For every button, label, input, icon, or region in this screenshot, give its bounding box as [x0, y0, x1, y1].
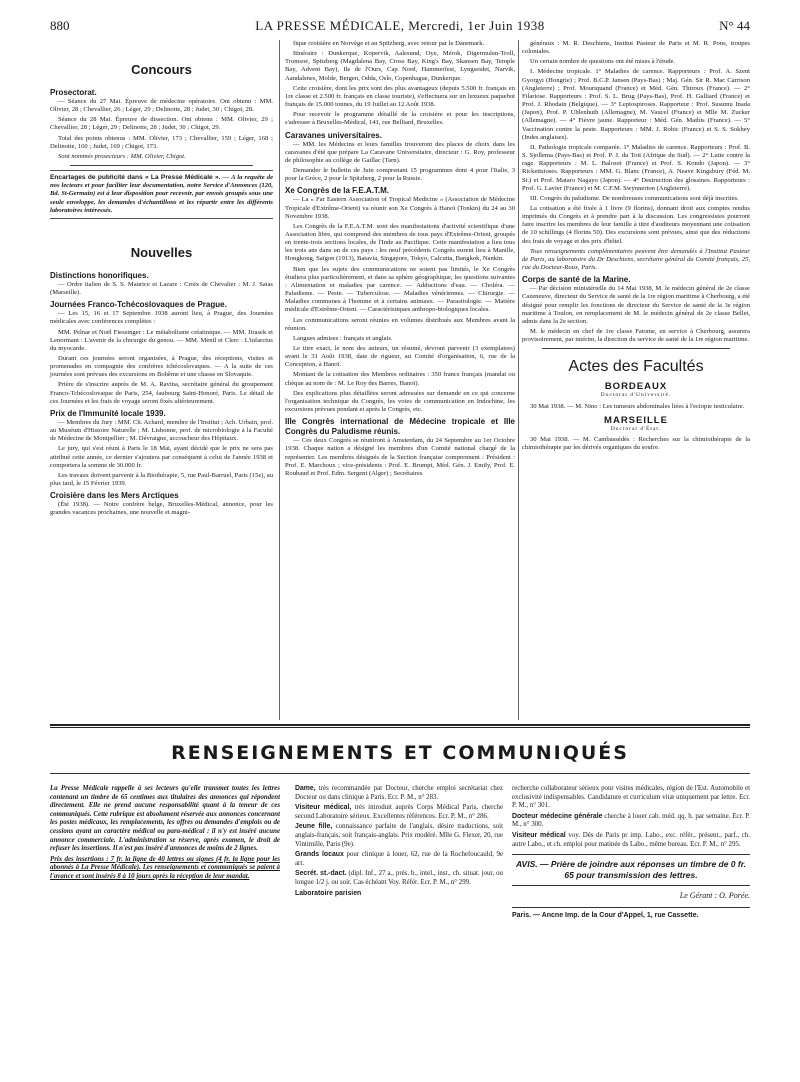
- page-header: [50, 18, 750, 36]
- ad-text: très introduit auprès Corps Médical Paris, cherche second Laboratoire sérieux. Excellentes références. Ecr. P. M., n° 286.: [295, 804, 503, 820]
- ad-heading: Grands locaux: [295, 851, 344, 859]
- paragraph: Itinéraire : Dunkerque, Kopervik, Aalesund, Oye, Mérok, Digermulen-Troll, Tromsoe, Spitzberg (Magdalena Bay, Cross Bay, King's Bay, Skansen Bay, Temple Bay, Advent Bay), Ile de l'Ours, Cap Nord, Hammerfest, Lyngseidet, Narvik, Aandalsnes, Molde, Bergen, Odda, Oslo, Copenhague, Dunkerque.: [285, 50, 515, 82]
- ad-text: voy. Dés de Paris pr imp. Labo., exc. référ., présent., parf., ch. autre Labo., et ch. emploi pour matinée ds Labo., même bureau. Ecr. P. M., n° 295.: [512, 831, 750, 848]
- ad-text: cherche à louer cab. méd. qq. h. par semaine. Ecr. P. M., n° 300.: [512, 812, 750, 829]
- ad-item: [295, 870, 503, 887]
- page-number: 880: [50, 18, 70, 33]
- paragraph: II. Pathologie tropicale comparée. 1° Maladies de carence. Rapporteurs : Prof. B. S. Sjollema (Pays-Bas) et Prof. P. J. du Toit (Afrique du Sud). — 2° Lutte contre la rage. Rapporteurs : M. L. Balozet (France) et Prof. S. Kondo (Japon). — 3° Rickettsioses. Rapporteurs : MM. G. Blanc (France), A. Neave Kingsbury (Féd. M. St.) et Prof. Mataro Nagayo (Japon). — 4° Destruction des glossines. Rapporteurs : Prof. G. Lavier (France) et M. C.F.M. Swynnerton (Angleterre).: [522, 143, 750, 192]
- column-2: [285, 40, 515, 720]
- heading-featm: Xe Congrès de la F.E.A.T.M.: [285, 186, 390, 196]
- ad-item: [295, 804, 503, 821]
- column-divider: [518, 40, 519, 720]
- renseignements-title: RENSEIGNEMENTS ET COMMUNIQUÉS: [171, 742, 629, 764]
- subtitle: Doctorat d'État.: [610, 425, 662, 432]
- heading-croisiere: Croisière dans les Mers Arctiques: [50, 491, 179, 501]
- paragraph: — Ces deux Congrès se réuniront à Amsterdam, du 24 Septembre au 1er Octobre 1938. Chaque nation a désigné les membres d'un Comité national chargé de la représenter. Les membres désignés de la Section française comprennent : Président : Prof. E. Marchoux ; vice-présidents : Prof. E. Brumpt, Méd. Gén. J. Emily, Prof. E. Roubaud et Prof. Edm. Sergent (Alger) ; Secrétaires: [285, 437, 515, 477]
- paragraph: Les Congrès de la F.E.A.T.M. sont des manifestations d'activité scientifique d'une Association libre, qui comprend des membres de tous pays d'Extrême-Orient, groupés en trente-trois sections locales, de l'Inde au Pacifique. Cette manifestation a lieu tous les trois ans dans un de ces pays : les neuf précédents Congrès eurent lieu à Manille, Hongkong, Saïgon (1913), Batavia, Singapore, Tokyo, Calcutta, Bangkok, Nankin.: [285, 222, 515, 263]
- paragraph: généraux : M. R. Deschiens, Institut Pasteur de Paris et M. R. Pons, troupes coloniales.: [522, 40, 750, 56]
- ad-heading: Dame,: [295, 785, 316, 792]
- paragraph: — A la requête de nos lecteurs et pour faciliter leur documentation, notre Service d'Annonces (120, Bd. St-Germain) est à leur disposition pour recevoir, par envois groupés sous une seule enveloppe, les demandes d'échantillons et les répartir entre les différents laboratoires intéressés.: [50, 174, 273, 214]
- column-divider: [279, 40, 280, 720]
- paragraph: — MM. les Médecins et leurs familles trouveront des places de choix dans les caravanes d'été que prépare La Caravane Universitaire, directeur : G. Roy, professeur de philosophie au collège de Gaillac (Tarn).: [285, 140, 515, 164]
- paragraph: Des explications plus détaillées seront adressées sur demande en ce qui concerne l'organisation technique du Congrès, les voies de communication en Indochine, les excursions prévues pendant et après le Congrès, etc.: [285, 389, 515, 414]
- ad-text: très recommandée par Docteur, cherche emploi secrétariat chez Docteur ou dans clinique à Paris. Ecr. P. M., n° 283.: [295, 785, 503, 801]
- title-rule: [50, 773, 750, 774]
- ad-heading: Laboratoire parisien: [295, 889, 362, 897]
- ad-text: recherche collaborateur sérieux pour visites médicales, région de l'Est. Automobile et exclusivité indispensables. Candidature et curriculum vitæ uniquement par lettre. Ecr. P. M., n° 301.: [512, 785, 750, 810]
- paragraph: 30 Mai 1938. — M. Nino : Les tumeurs abdominales liées à l'ectopie testiculaire.: [530, 402, 745, 410]
- paragraph: Cette croisière, dont les prix sont des plus avantageux (depuis 5.500 fr. français en 1re classe et 2.500 fr. français en classe touriste), s'effectuera sur un luxueux paquebot français de 15.000 tonnes, du 19 Juillet au 12 Août 1938.: [285, 84, 515, 109]
- ad-heading: Secrét. st.-dact.: [295, 870, 347, 878]
- paragraph: Tous renseignements complémentaires peuvent être demandés à l'Institut Pasteur de Paris, au laboratoire du Dr Deschiens, secrétaire général du Comité français, 25, rue du Docteur-Roux, Paris.: [522, 247, 750, 272]
- ad-item: [295, 851, 503, 868]
- paragraph: Demander le bulletin de Juin comprenant 15 programmes dont 4 pour l'Italie, 3 pour la Grèce, 2 pour le Spitzberg, 2 pour la Russie.: [285, 167, 515, 183]
- issue-number: N° 44: [719, 18, 750, 33]
- paragraph: Les communications seront réunies en volumes distribués aux Membres avant la réunion.: [285, 316, 515, 332]
- ads-column-2: [512, 785, 750, 1082]
- ads-column-1: [295, 785, 503, 1082]
- paragraph: Durant ces journées seront organisées, à Prague, des réceptions, visites et promenades en compagnie des confrères tchécoslovaques. — A la suite de ces journées sont prévues des excursions en Bohême et une chasse en Slovaquie.: [50, 354, 273, 379]
- ad-item: [512, 813, 750, 830]
- running-title: LA PRESSE MÉDICALE, Mercredi, 1er Juin 1938: [255, 18, 545, 33]
- divider: [70, 165, 253, 166]
- heading-paludisme: IIIe Congrès international de Médecine tropicale et IIIe Congrès du Paludisme réunis.: [285, 417, 515, 437]
- paragraph: — Séance du 27 Mai. Épreuve de médecine opératoire. Ont obtenu : MM. Olivier, 28 ; Chevallier, 26 ; Léger, 29 ; Delinotte, 28 ; Judet, 30 ; Chigot, 28.: [50, 98, 273, 114]
- paragraph: Montant de la cotisation des Membres ordinaires : 350 francs français (mandat ou chèque au nom de : M. Le Roy des Barres, Hanoï).: [285, 371, 515, 387]
- ad-heading: Visiteur médical,: [295, 804, 352, 812]
- paragraph: (Été 1938). — Notre confrère belge, Bruxelles-Médical, annonce, pour les grandes vacances prochaines, une nouvelle et magni-: [50, 501, 273, 517]
- paragraph: — Membres du Jury : MM. Ch. Achard, membre de l'Institut ; Ach. Urbain, prof. au Muséum d'Histoire Naturelle ; M. Lisbonne, prof. de microbiologie à la Faculté de Médecine de Montpellier ; M. Dévraigne, accoucheur des Hôpitaux.: [50, 418, 273, 443]
- heading-prosectorat: Prosectorat.: [50, 88, 97, 97]
- city-title-marseille: MARSEILLE: [604, 414, 668, 426]
- paragraph: Le titre exact, le nom des auteurs, un résumé, devront parvenir (3 exemplaires) avant le 31 Août 1938, date de rigueur, au Comité d'organisation, 6, rue de la Conception, à Hanoï.: [285, 345, 515, 369]
- paragraph: — Ordre italien de S. S. Maurice et Lazare : Croix de Chevalier : M. J. Saïas (Marseille).: [50, 280, 273, 297]
- paragraph: Le jury, qui s'est réuni à Paris le 18 Mai, ayant décidé que le prix ne sera pas attribué cette année, ce dernier s'ajoutera par conséquent à celui de l'année 1938 et comportera la somme de 30.000 fr.: [50, 445, 273, 469]
- paragraph: M. le médecin en chef de 1re classe Fatome, en service à Cherbourg, assurera provisoirement, par intérim, la direction du service de santé de la 1re région maritime.: [522, 328, 750, 344]
- paragraph: MM. Pelnar et Noël Fiessinger : Le métabolisme créatinique. — MM. Jirasek et Lenormant : L'avenir de la chirurgie du genou. — MM. Mentl et Clerc : L'infarctus du myocarde.: [50, 328, 273, 352]
- ad-item: [295, 785, 503, 802]
- paragraph: Séance du 28 Mai. Épreuve de dissection. Ont obtenu : MM. Olivier, 29 ; Chevallier, 28 ; Léger, 29 ; Delinotte, 28 ; Judet, 30 ; Chigot, 29.: [50, 116, 273, 132]
- divider: [542, 348, 730, 349]
- city-title-bordeaux: BORDEAUX: [604, 381, 668, 393]
- paragraph: 30 Mai 1938. — M. Cambassédès : Recherches sur la chimiothérapie de la chimiothérapie par les dérivés organiques du soufre.: [522, 436, 750, 452]
- heading-encartages: Encartages de publicité dans « La Presse Médicale ».: [50, 174, 221, 182]
- ad-item: [295, 823, 503, 849]
- paragraph: fique croisière en Norvège et au Spitzberg, avec retour par le Danemark.: [293, 40, 485, 47]
- paragraph: La cotisation a été fixée à 1 livre (9 florins), donnant droit aux comptes rendus imprimés du Congrès et à prendre part à la discussion. Les congressistes pourront faire inscrire les membres de leur famille à titre d'auditeurs moyennant une cotisation de 10 schillings (4 florins 50). Des excursions sont prévues, ainsi que des réductions des frais de voyage et des prix d'hôtel.: [522, 204, 750, 245]
- ad-item: [295, 890, 503, 899]
- section-title-concours: Concours: [131, 62, 192, 77]
- column-1: [50, 40, 273, 720]
- heading-caravanes: Caravanes universitaires.: [285, 130, 382, 140]
- ad-item: [512, 832, 750, 849]
- paragraph: Prix des insertions : 7 fr. la ligne de 40 lettres ou signes (4 fr. la ligne pour les abonnés à La Presse Médicale). Les renseignements et communiqués se paient à l'avance et sont insérés 8 à 10 jours après la réception de leur mandat.: [50, 855, 280, 880]
- paragraph: Sont nommés prosecteurs : MM. Olivier, Chigot.: [58, 152, 186, 160]
- section-title-nouvelles: Nouvelles: [130, 244, 193, 260]
- heading-journees: Journées Franco-Tchécoslovaques de Prague.: [50, 300, 227, 310]
- avis-notice: AVIS. — Prière de joindre aux réponses un timbre de 0 fr. 65 pour transmission des lettres.: [512, 854, 750, 886]
- paragraph: Les travaux doivent parvenir à la Biothérapie, 5, rue Paul-Barruel, Paris (15e), au plus tard, le 15 Février 1939.: [50, 471, 273, 487]
- paragraph: III. Congrès du paludisme. De nombreuses communications sont déjà inscrites.: [530, 194, 739, 202]
- heading-sante: Corps de santé de la Marine.: [522, 275, 631, 285]
- paragraph: — Par décision ministérielle du 14 Mai 1938, M. le médecin général de 2e classe Cazeneuve, directeur du Service de santé de la 1re région maritime à Cherbourg, a été désigné pour remplir les fonctions de directeur du Service de santé de la 3e région maritime à Toulon, en remplacement de M. le médecin général de 2e classe Bellet, admis dans la 2e section.: [522, 285, 750, 325]
- printer-imprint: Paris. — Ancne Imp. de la Cour d'Appel, 1, rue Cassette.: [512, 907, 750, 921]
- heading-distinctions: Distinctions honorifiques.: [50, 270, 149, 280]
- paragraph: — La « Far Eastern Association of Tropical Medicine » (Association de Médecine Tropicale d'Extrême-Orient) va réunir son Xe Congrès à Hanoï (Tonkin) du 24 au 30 Novembre 1938.: [285, 196, 515, 220]
- encartages-box: [50, 170, 273, 219]
- gerant-signature: Le Gérant : O. Porée.: [679, 891, 750, 901]
- section-title-actes: Actes des Facultés: [568, 358, 704, 376]
- section-rule: [50, 724, 750, 728]
- paragraph: Pour recevoir le programme détaillé de la croisière et pour les inscriptions, s'adresser à Bruxelles-Médical, 141, rue Belliard, Bruxelles.: [285, 111, 515, 127]
- paragraph: Prière de s'inscrire auprès de M. A. Ravina, secrétaire général du groupement Franco-Tchécoslovaque de Paris, 254, faubourg Saint-Honoré, Paris. Le détail de ces Journées et les frais de voyage seront fixés ultérieurement.: [50, 381, 273, 405]
- heading-prix: Prix de l'Immunité locale 1939.: [50, 408, 166, 418]
- ad-heading: Docteur médecine générale: [512, 812, 603, 820]
- subtitle: Doctorat d'Université.: [600, 392, 672, 399]
- paragraph: La Presse Médicale rappelle à ses lecteurs qu'elle transmet toutes les lettres contenant un timbre de 65 centimes aux titulaires des annonces qui répondent directement. Elle ne prend aucune responsabilité quant à la teneur de ces communiqués. Cette rubrique est absolument réservée aux annonces concernant les postes médicaux, les remplacements, les offres ou demandes d'emplois ou de cessions ayant un caractère médical ou para-médical : il n'y est inséré aucune annonce commerciale. L'administration se réserve, après examen, le droit de refuser les insertions. Il n'est pas inséré d'annonces de moins de 2 lignes.: [50, 785, 280, 853]
- paragraph: I. Médecine tropicale. 1° Maladies de carence. Rapporteurs : Prof. A. Szent Gyorgyi (Hongrie) ; Prof. B.C.P. Jansen (Pays-Bas) ; Maj. Gén. Sir R. Mac Carrison (Angleterre) ; Prof. Mouriquand (France) et Méd. Gén. Thiroux (France). — 2° Filariose. Rapporteurs : Prof. S. L. Brug (Pays-Bas), Prof. H. Galliard (France) et Prof. J. Rhodain (Belgique). — 3° Leptospiroses. Rapporteur : Prof. Susumu Inada (Japon), Prof. P. Uhlenhuth (Allemagne), M. Vaucel (France) et Mlle M. Zucker (Allemagne). — 4° Fièvre jaune. Rapporteur : Méd. Gén. Mathis (France). — 5° Vaccination contre la peste. Rapporteurs : MM. J. Robic (France) et S. S. Sokhey (Indes anglaises).: [522, 68, 750, 141]
- column-3: [522, 40, 750, 720]
- ad-heading: Jeune fille,: [295, 823, 333, 831]
- paragraph: Langues admises : français et anglais.: [293, 334, 393, 342]
- paragraph: Bien que les sujets des communications ne soient pas limités, le Xe Congrès étudiera plus particulièrement, et dans sa sphère géographique, les questions suivantes : Alimentation et maladies par carence. — Adductions d'eau. — Choléra. — Paludisme. — Peste. — Tuberculose. — Maladies vénériennes. — Chirurgie. — Maladies communes à l'homme et à certains animaux. — Parasitologie. — Matière médicale d'Extrême-Orient. — Caractéristiques anthropo-biologiques locales.: [285, 265, 515, 314]
- paragraph: — Les 15, 16 et 17 Septembre 1938 auront lieu, à Prague, des Journées médicales avec conférences complètes :: [50, 310, 273, 326]
- ad-heading: Visiteur médical: [512, 831, 566, 839]
- ad-text: (dipl. Inf., 27 a., prés. b., intel., inst., ch. situat. jour, ou longue 1/2 j. ou soir. Cas échéant Voy. Référ. Ecr. P. M., n° 299.: [295, 870, 503, 886]
- ad-text: pour clinique à louer, 62, rue de la Rochefoucauld, 9e arr.: [295, 851, 503, 867]
- ad-text: connaissance parfaite de l'anglais, désire traductions, soit anglais-français, soit français-anglais. Prix modéré. Mlle G. Flexer, 20, rue Vintimille, Paris (9e).: [295, 823, 503, 848]
- paragraph: Un certain nombre de questions ont été mises à l'étude.: [530, 58, 676, 66]
- notice-block: [50, 785, 280, 955]
- paragraph: Total des points obtenus : MM. Olivier, 173 ; Chevallier, 159 ; Léger, 168 ; Delinotte, 160 ; Judet, 169 ; Chigot, 173.: [50, 134, 273, 150]
